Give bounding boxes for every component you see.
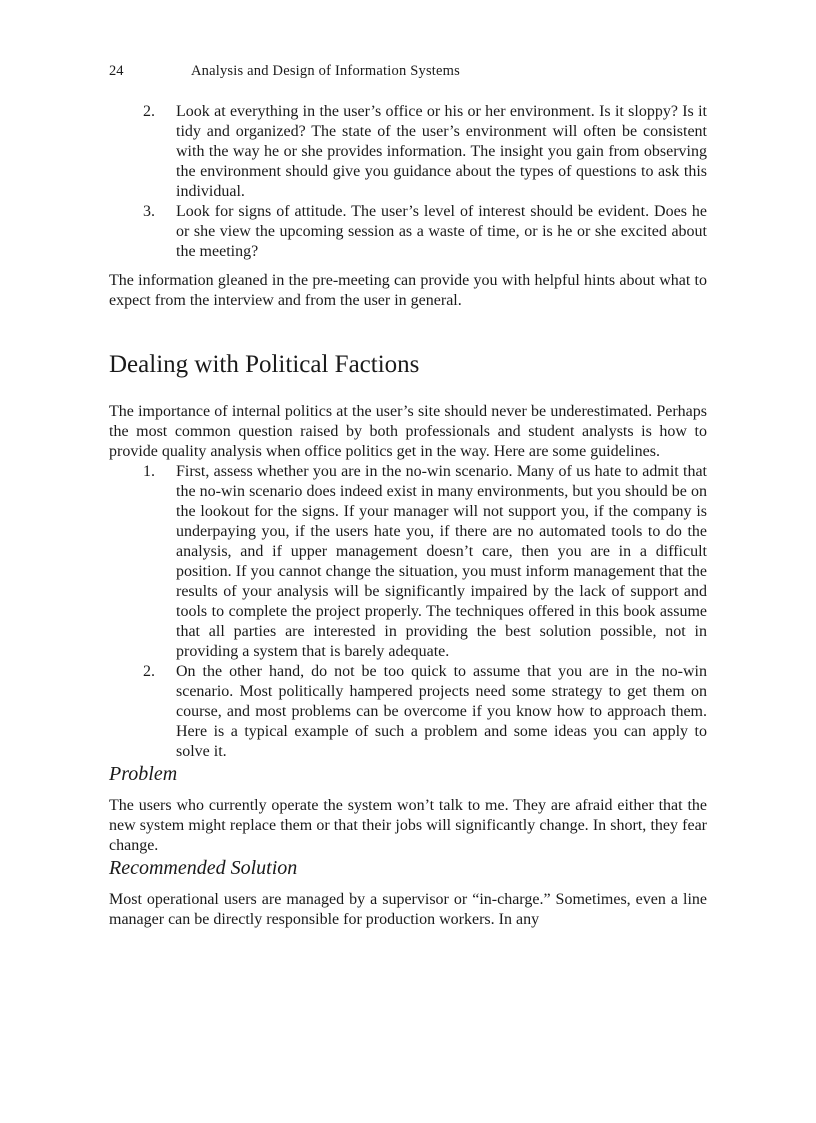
problem-paragraph: The users who currently operate the system won’t talk to me. They are afraid either that the new system might replace them or that their jobs will significantly change. In short, they fear change.: [109, 797, 707, 854]
list-item-number: 2.: [143, 663, 155, 680]
book-page: [109, 62, 707, 930]
section-intro-paragraph: The importance of internal politics at the user’s site should never be underestimated. Perhaps the most common question raised by both professionals and student analysts is how to provide quality analysis when office politics get in the way. Here are some guidelines.: [109, 403, 707, 460]
pre-meeting-paragraph: The information gleaned in the pre-meeting can provide you with helpful hints about what to expect from the interview and from the user in general.: [109, 272, 707, 309]
guidelines-list: [109, 462, 707, 762]
section-title: Dealing with Political Factions: [109, 351, 420, 378]
list-item: [109, 462, 707, 662]
list-item-number: 2.: [143, 103, 155, 120]
running-header: [109, 62, 707, 80]
solution-heading: Recommended Solution: [109, 857, 298, 879]
list-item-text: On the other hand, do not be too quick to assume that you are in the no-win scenario. Most politically hampered projects need some strategy to get them on course, and most problems can be overcome if you know how to approach them. Here is a typical example of such a problem and some ideas you can apply to solve it.: [176, 663, 707, 760]
page-number: 24: [109, 63, 124, 79]
list-item-number: 1.: [143, 463, 155, 480]
list-item: [109, 662, 707, 762]
solution-paragraph: Most operational users are managed by a supervisor or “in-charge.” Sometimes, even a line manager can be directly responsible for production workers. In any: [109, 891, 707, 928]
list-item: [109, 102, 707, 202]
running-title: Analysis and Design of Information Systems: [191, 63, 460, 79]
attitude-list: [109, 102, 707, 262]
problem-heading: Problem: [109, 763, 178, 785]
list-item-number: 3.: [143, 203, 155, 220]
list-item: [109, 202, 707, 262]
list-item-text: Look at everything in the user’s office or his or her environment. Is it sloppy? Is it tidy and organized? The state of the user’s environment will often be consistent with the way he or she provides information. The insight you gain from observing the environment should give you guidance about the types of questions to ask this individual.: [176, 103, 707, 200]
list-item-text: First, assess whether you are in the no-win scenario. Many of us hate to admit that the no-win scenario does indeed exist in many environments, but you should be on the lookout for the signs. If your manager will not support you, if the company is underpaying you, if the users hate you, if there are no automated tools to do the analysis, and if upper management doesn’t care, then you are in a difficult position. If you cannot change the situation, you must inform management that the results of your analysis will be significantly impaired by the lack of support and tools to complete the project properly. The techniques offered in this book assume that all parties are interested in providing the best solution possible, not in providing a system that is barely adequate.: [176, 463, 707, 660]
list-item-text: Look for signs of attitude. The user’s level of interest should be evident. Does he or she view the upcoming session as a waste of time, or is he or she excited about the meeting?: [176, 203, 707, 260]
